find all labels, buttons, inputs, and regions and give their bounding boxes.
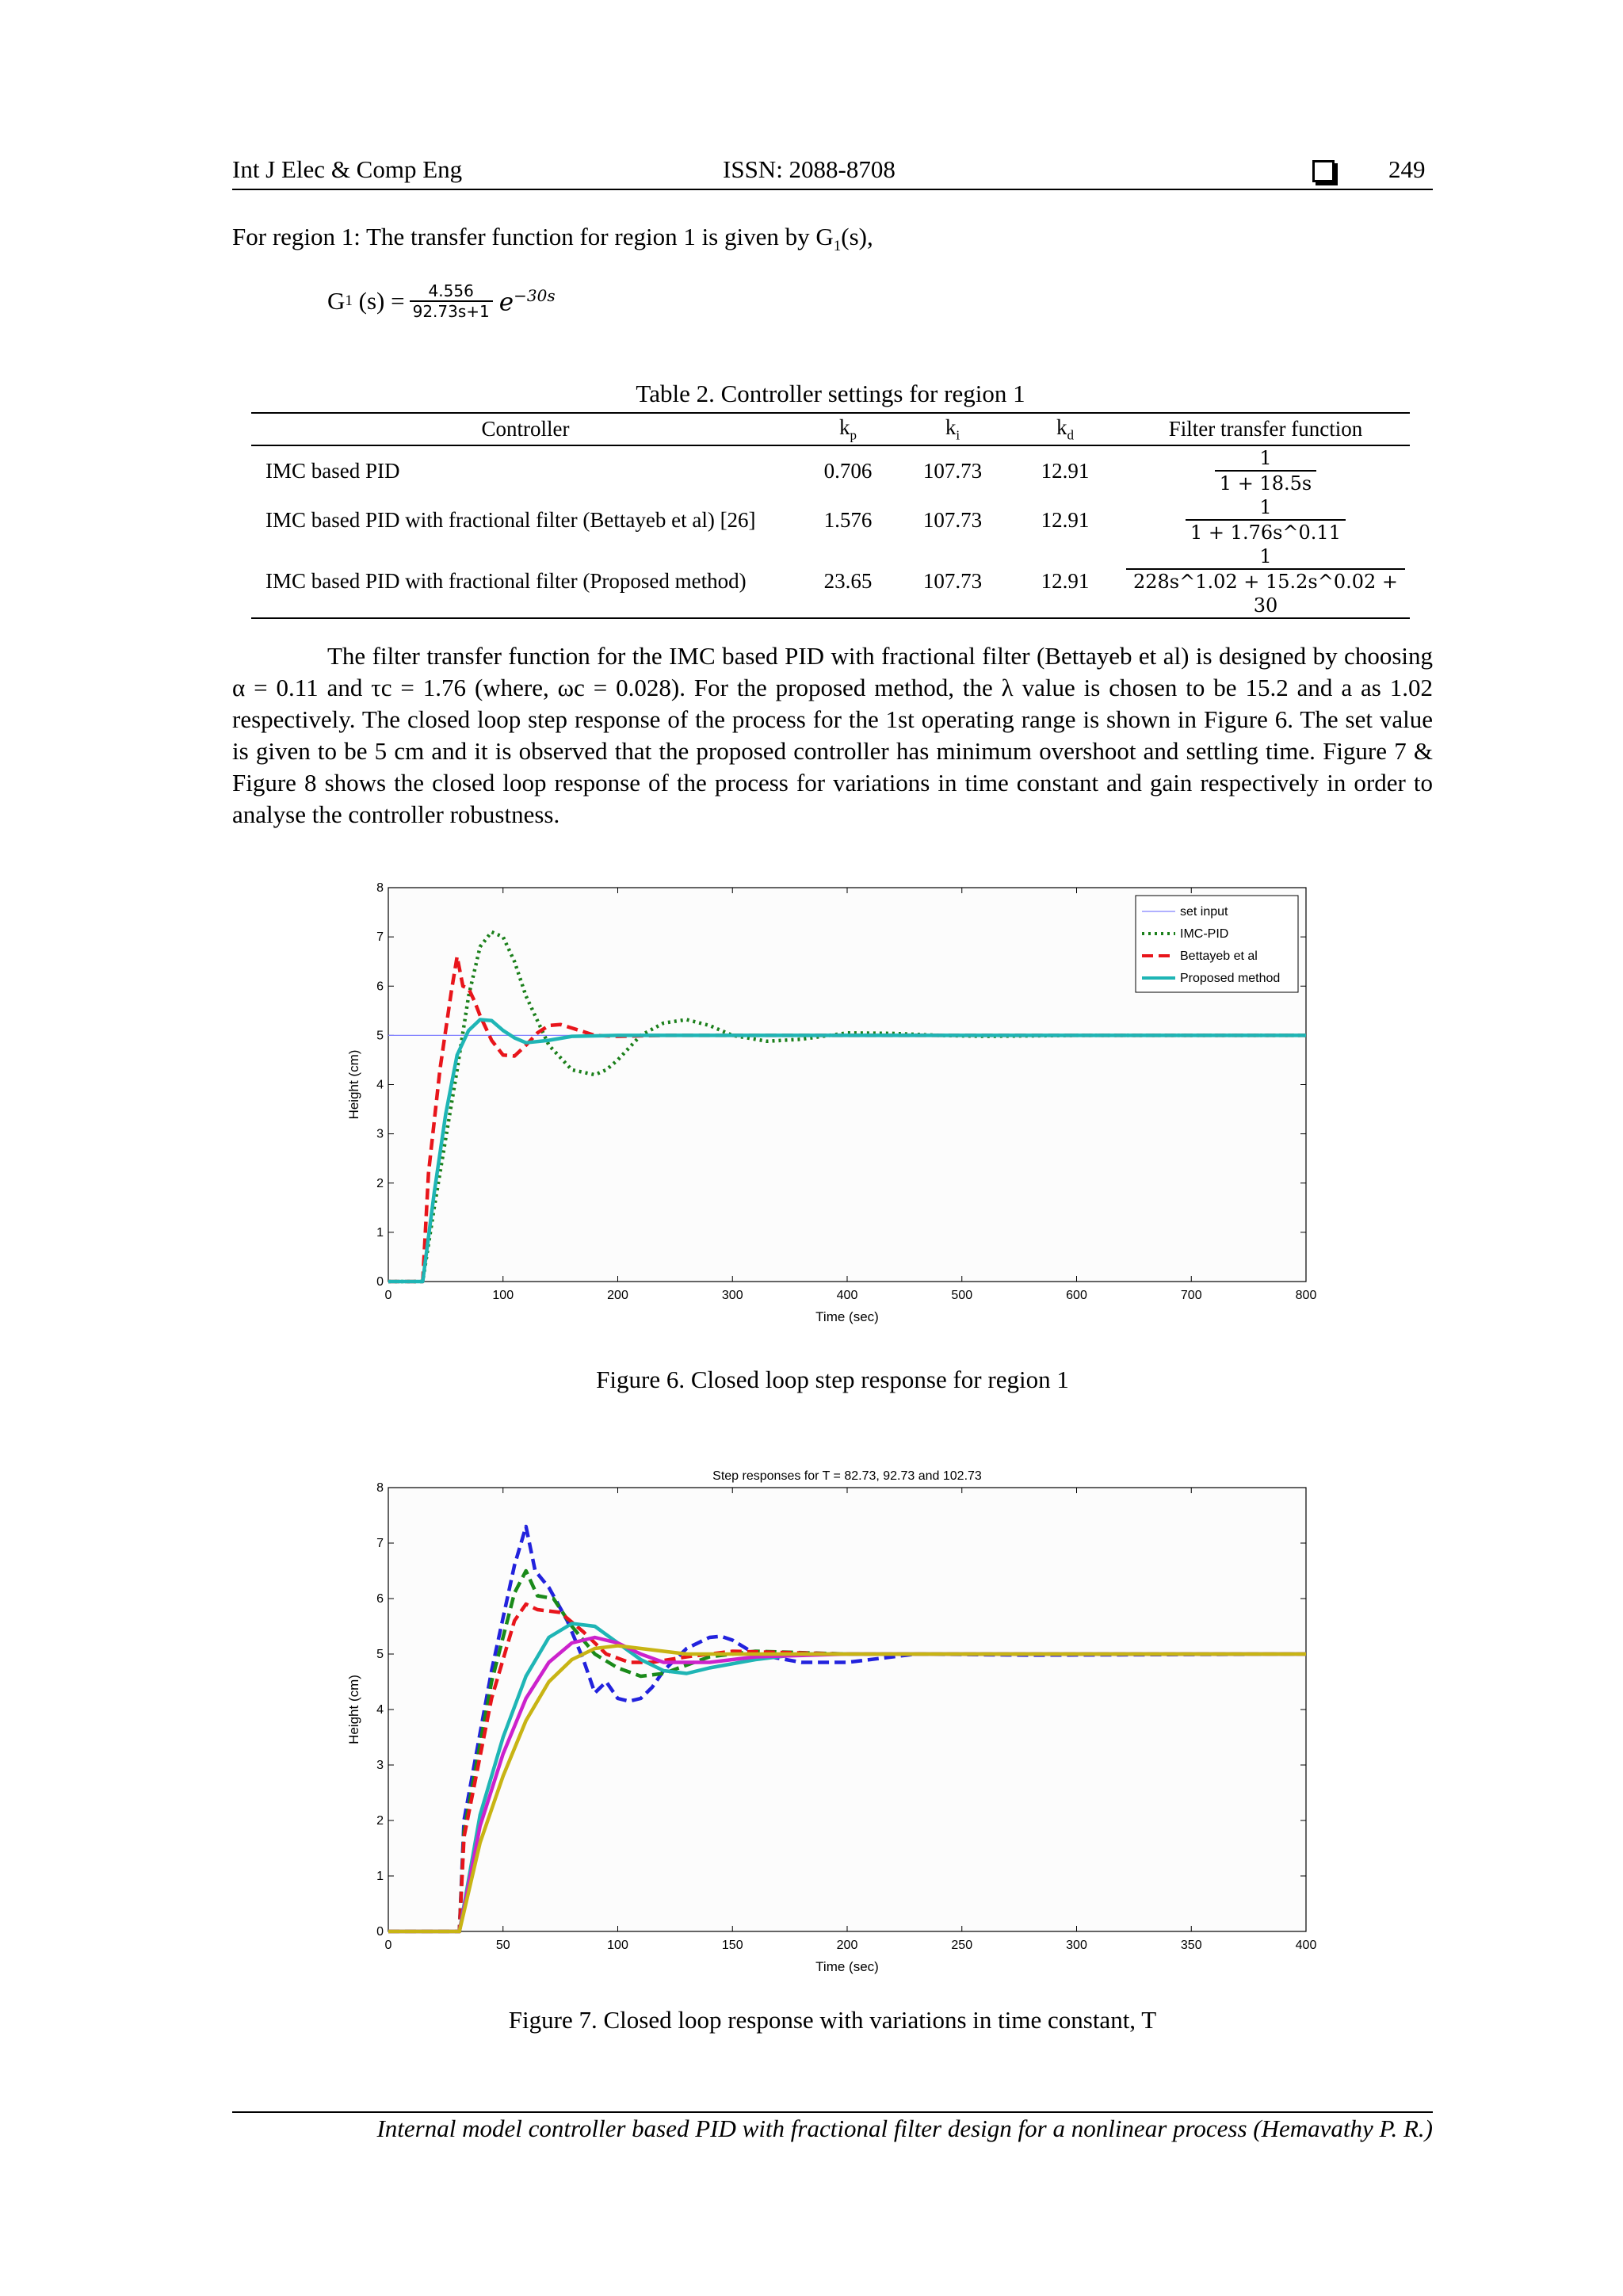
cell-ki: 107.73 xyxy=(922,507,983,532)
x-tick-label: 0 xyxy=(384,1289,392,1302)
col-filter: Filter transfer function xyxy=(1121,413,1410,445)
y-tick-label: 0 xyxy=(376,1275,384,1289)
y-tick-label: 7 xyxy=(376,930,384,945)
table-caption: Table 2. Controller settings for region 1 xyxy=(636,380,1025,407)
chart-title: Step responses for T = 82.73, 92.73 and 102.73 xyxy=(712,1469,982,1483)
equation-numerator: 4.556 xyxy=(410,281,493,302)
y-axis-label: Height (cm) xyxy=(346,1049,361,1120)
y-tick-label: 8 xyxy=(376,881,384,895)
controller-settings-table xyxy=(251,412,1410,619)
running-footer: Internal model controller based PID with fractional filter design for a nonlinear process (Hemavathy P. R.) xyxy=(376,2115,1433,2142)
footer-rule xyxy=(232,2111,1433,2113)
cell-kd: 12.91 xyxy=(1041,458,1090,483)
y-tick-label: 5 xyxy=(376,1029,384,1043)
col-kd: $k_d$ xyxy=(1009,413,1121,445)
cell-filter: $\frac{1}{1 + 1.76s\^{}0.11}$ xyxy=(1121,495,1410,544)
cell-ki: 107.73 xyxy=(896,544,1009,618)
col-controller: Controller xyxy=(251,413,800,445)
y-tick-label: 5 xyxy=(376,1648,384,1661)
plot-area xyxy=(388,1488,1306,1931)
x-tick-label: 300 xyxy=(1066,1939,1087,1952)
y-tick-label: 6 xyxy=(376,980,384,994)
y-tick-label: 3 xyxy=(376,1759,384,1772)
x-tick-label: 350 xyxy=(1180,1939,1202,1952)
y-tick-label: 4 xyxy=(376,1703,384,1717)
cell-ki: 107.73 xyxy=(922,458,983,483)
figure-6-chart xyxy=(333,872,1331,1347)
page-number: 249 xyxy=(1388,155,1426,183)
x-axis-label: Time (sec) xyxy=(815,1959,879,1974)
body-paragraph: The filter transfer function for the IMC based PID with fractional filter (Bettayeb et al) is designed by choosing α = 0.11 and τc = 1.76 (where, ωc = 0.028). For the proposed method, the λ value is chosen to be 15.2 and a as 1.02 respectively. The closed loop step response of the process for the 1st operating range is shown in Figure 6. The set value is given to be 5 cm and it is observed that the proposed controller has minimum overshoot and settling time. Figure 7 & Figure 8 shows the closed loop response of the process for variations in time constant and gain respectively in order to analyse the controller robustness. xyxy=(232,642,1433,828)
x-tick-label: 250 xyxy=(951,1939,973,1952)
y-tick-label: 0 xyxy=(376,1925,384,1939)
cell-controller: IMC based PID xyxy=(265,458,400,483)
x-tick-label: 400 xyxy=(836,1289,858,1302)
y-tick-label: 2 xyxy=(376,1176,384,1190)
cell-controller: IMC based PID with fractional filter (Bettayeb et al) [26] xyxy=(265,507,756,532)
transfer-function-equation: G 1 (s) = $\frac{4.556}{92.73s+1}$ $e^{-30s}$ xyxy=(327,281,556,321)
legend-entry: set input xyxy=(1180,905,1228,919)
cell-filter: $\frac{1}{1 + 18.5s}$ xyxy=(1121,445,1410,495)
cell-kp: 23.65 xyxy=(800,544,896,618)
running-header-issn: ISSN: 2088-8708 xyxy=(723,155,896,183)
cell-kp: 1.576 xyxy=(823,507,873,532)
equation-exponent: −30s xyxy=(514,285,556,305)
legend-entry: IMC-PID xyxy=(1180,927,1229,941)
intro-sentence: For region 1: The transfer function for region 1 is given by $G_1(s)$, xyxy=(232,223,873,255)
x-tick-label: 50 xyxy=(495,1939,510,1952)
x-tick-label: 400 xyxy=(1295,1939,1317,1952)
cell-kd: 12.91 xyxy=(1041,507,1090,532)
y-tick-label: 3 xyxy=(376,1127,384,1141)
x-tick-label: 100 xyxy=(607,1939,628,1952)
running-header-journal: Int J Elec & Comp Eng xyxy=(232,155,463,183)
x-tick-label: 300 xyxy=(721,1289,743,1302)
cell-controller: IMC based PID with fractional filter (Proposed method) xyxy=(251,544,800,618)
equation-denominator: 92.73s+1 xyxy=(412,302,490,321)
cell-filter: $\frac{1}{228s\^{}1.02 + 15.2s\^{}0.02 + 30}$ xyxy=(1121,544,1410,618)
square-bullet-icon xyxy=(1312,160,1335,182)
x-tick-label: 200 xyxy=(836,1939,858,1952)
figure-7-chart xyxy=(333,1442,1331,1981)
y-tick-label: 4 xyxy=(376,1078,384,1092)
cell-kp: 0.706 xyxy=(823,458,873,483)
cell-kd: 12.91 xyxy=(1009,544,1121,618)
x-axis-label: Time (sec) xyxy=(815,1309,879,1324)
x-tick-label: 150 xyxy=(721,1939,743,1952)
col-kp: $k_p$ xyxy=(800,413,896,445)
legend-entry: Proposed method xyxy=(1180,972,1281,985)
y-tick-label: 2 xyxy=(376,1814,384,1828)
y-tick-label: 6 xyxy=(376,1592,384,1606)
table-row xyxy=(251,495,1410,544)
col-ki: $k_i$ xyxy=(896,413,1009,445)
y-tick-label: 1 xyxy=(376,1225,384,1240)
table-row xyxy=(251,544,1410,618)
y-axis-label: Height (cm) xyxy=(346,1675,361,1744)
figure-7-caption: Figure 7. Closed loop response with variations in time constant, T xyxy=(508,2006,1157,2034)
x-tick-label: 600 xyxy=(1066,1289,1087,1302)
x-tick-label: 700 xyxy=(1180,1289,1202,1302)
x-tick-label: 800 xyxy=(1295,1289,1317,1302)
legend-entry: Bettayeb et al xyxy=(1180,949,1258,963)
figure-6-caption: Figure 6. Closed loop step response for region 1 xyxy=(596,1366,1069,1393)
y-tick-label: 1 xyxy=(376,1870,384,1883)
x-tick-label: 200 xyxy=(607,1289,628,1302)
table-row xyxy=(251,445,1410,495)
x-tick-label: 0 xyxy=(384,1939,392,1952)
x-tick-label: 100 xyxy=(492,1289,514,1302)
y-tick-label: 8 xyxy=(376,1481,384,1495)
header-rule xyxy=(232,189,1433,190)
table-header-row xyxy=(251,413,1410,445)
x-tick-label: 500 xyxy=(951,1289,973,1302)
y-tick-label: 7 xyxy=(376,1537,384,1550)
